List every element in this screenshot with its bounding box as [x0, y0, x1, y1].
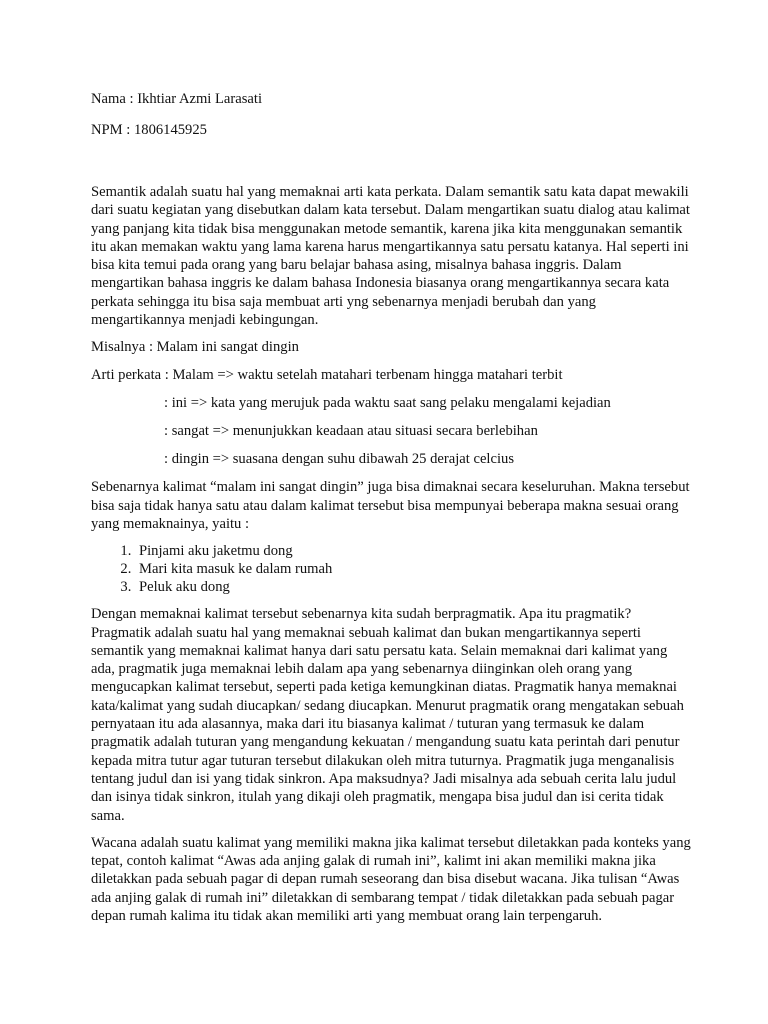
- word-meaning-2: : ini => kata yang merujuk pada waktu saat sang pelaku mengalami kejadian: [164, 395, 611, 412]
- list-item: 3. Peluk aku dong: [135, 578, 691, 596]
- paragraph-semantik: Semantik adalah suatu hal yang memaknai arti kata perkata. Dalam semantik satu kata dapat mewakili dari suatu kegiatan yang disebutkan dalam kata tersebut. Dalam mengartikan suatu dialog atau kalimat yang panjang kita tidak bisa menggunakan metode semantik, karena jika kita menggunakan semantik itu akan memakan waktu yang lama karena harus mengartikannya satu persatu katanya. Hal seperti ini bisa kita temui pada orang yang baru belajar bahasa asing, misalnya bahasa inggris. Dalam mengartikan bahasa inggris ke dalam bahasa Indonesia biasanya orang mengartikannya secara kata perkata sehingga itu bisa saja membuat arti yng sebenarnya menjadi berubah dan yang mengartikannya menjadi kebingungan.: [91, 184, 690, 329]
- list-item: 1. Pinjami aku jaketmu dong: [135, 542, 691, 560]
- word-meaning-1: Arti perkata : Malam => waktu setelah matahari terbenam hingga matahari terbit: [91, 367, 563, 384]
- paragraph-wacana: Wacana adalah suatu kalimat yang memiliki makna jika kalimat tersebut diletakkan pada konteks yang tepat, contoh kalimat “Awas ada anjing galak di rumah ini”, kalimt ini akan memiliki makna jika diletakkan pada sebuah pagar di depan rumah seseorang dan bisa disebut wacana. Jika tulisan “Awas ada anjing galak di rumah ini” diletakkan di sembarang tempat / tidak diletakkan pada sebuah pagar depan rumah kalima itu tidak akan memiliki arti yang membuat orang lain terpengaruh.: [91, 834, 691, 925]
- paragraph-keseluruhan: Sebenarnya kalimat “malam ini sangat dingin” juga bisa dimaknai secara keseluruhan. Makna tersebut bisa saja tidak hanya satu atau dalam kalimat tersebut bisa mempunyai beberapa makna sesuai orang yang memaknainya, yaitu :: [91, 479, 690, 532]
- student-name: Nama : Ikhtiar Azmi Larasati: [91, 91, 263, 107]
- spacer: [91, 152, 691, 183]
- student-npm: NPM : 1806145925: [91, 122, 207, 138]
- document-page: [91, 90, 691, 925]
- paragraph-pragmatik: Dengan memaknai kalimat tersebut sebenarnya kita sudah berpragmatik. Apa itu pragmatik? Pragmatik adalah suatu hal yang memaknai sebuah kalimat dan bukan mengartikannya seperti semantik yang memaknai kalimat hanya dari satu persatu kata. Selain memaknai dari kalimat yang ada, pragmatik juga memaknai lebih dalam apa yang sebenarnya diinginkan oleh orang yang mengucapkan kalimat tersebut, seperti pada ketiga kemungkinan diatas. Pragmatik hanya memaknai kata/kalimat yang sudah diucapkan/ sedang diucapkan. Menurut pragmatik orang mengatakan sebuah pernyataan itu ada alasannya, maka dari itu biasanya kalimat / tuturan yang termasuk ke dalam pragmatik adalah tuturan yang mengandung kekuatan / mengandung suatu kata perintah dari penutur kepada mitra tutur agar tuturan tersebut dilakukan oleh mitra tuturnya. Pragmatik juga menganalisis tentang judul dan isi yang tidak sinkron. Apa maksudnya? Jadi misalnya ada sebuah cerita lalu judul dan isinya tidak sinkron, itulah yang dikaji oleh pragmatik, mengapa bisa judul dan isi cerita tidak sama.: [91, 606, 684, 824]
- meaning-list: [91, 542, 691, 596]
- example-sentence: Misalnya : Malam ini sangat dingin: [91, 339, 299, 356]
- word-meaning-3: : sangat => menunjukkan keadaan atau situasi secara berlebihan: [164, 423, 538, 440]
- list-item: 2. Mari kita masuk ke dalam rumah: [135, 560, 691, 578]
- word-meaning-4: : dingin => suasana dengan suhu dibawah 25 derajat celcius: [164, 451, 514, 468]
